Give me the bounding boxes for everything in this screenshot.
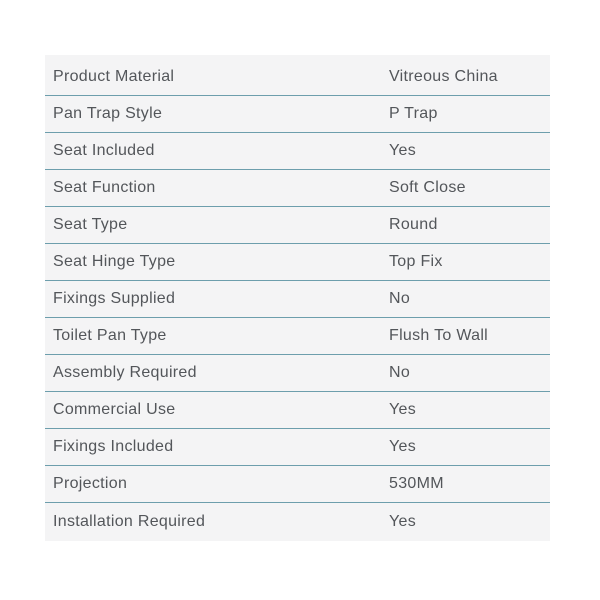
spec-row-fixings-supplied [45,281,550,318]
spec-row-product-material [45,59,550,96]
spec-row-commercial-use [45,392,550,429]
spec-label: Toilet Pan Type [53,327,167,344]
spec-label: Seat Hinge Type [53,253,176,270]
spec-row-installation-required [45,503,550,540]
spec-row-projection [45,466,550,503]
spec-row-seat-function [45,170,550,207]
spec-value: Soft Close [389,179,466,196]
spec-label: Fixings Included [53,438,174,455]
spec-label: Seat Function [53,179,156,196]
spec-value: 530MM [389,475,444,492]
spec-label: Assembly Required [53,364,197,381]
spec-label: Fixings Supplied [53,290,176,307]
spec-label: Product Material [53,68,175,85]
spec-value: Yes [389,438,417,455]
spec-row-pan-trap-style [45,96,550,133]
spec-value: No [389,364,411,381]
spec-row-seat-type [45,207,550,244]
spec-value: No [389,290,411,307]
spec-row-toilet-pan-type [45,318,550,355]
spec-value: Top Fix [389,253,443,270]
spec-label: Seat Included [53,142,155,159]
spec-value: Round [389,216,438,233]
spec-value: Yes [389,401,417,418]
spec-row-seat-hinge-type [45,244,550,281]
spec-value: Flush To Wall [389,327,489,344]
spec-row-assembly-required [45,355,550,392]
spec-value: Yes [389,512,417,530]
spec-label: Pan Trap Style [53,105,163,122]
spec-value: Vitreous China [389,68,498,85]
spec-row-fixings-included [45,429,550,466]
spec-value: P Trap [389,105,438,122]
spec-label: Projection [53,475,128,492]
spec-label: Seat Type [53,216,128,233]
spec-value: Yes [389,142,417,159]
spec-label: Commercial Use [53,401,176,418]
spec-row-seat-included [45,133,550,170]
spec-label: Installation Required [53,512,206,530]
product-specifications-table [45,55,550,541]
